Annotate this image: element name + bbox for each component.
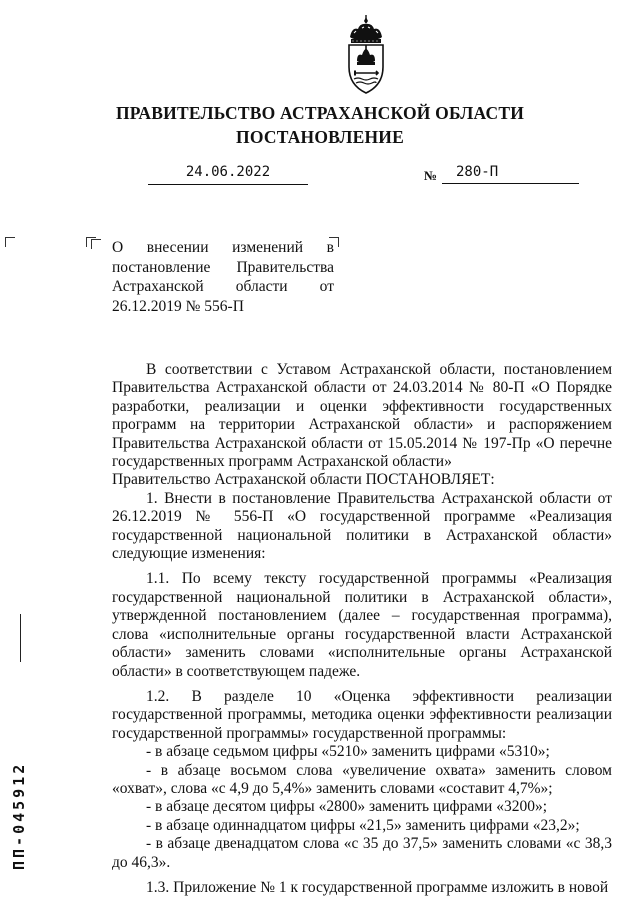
item-1-2-paragraph: 1.2. В разделе 10 «Оценка эффективности реализации государственной программы, методика оценки эффективности реализации государственной программы» государственной программы: [112,687,612,742]
item-1-3-paragraph: 1.3. Приложение № 1 к государственной программе изложить в новой [146,878,609,896]
bullet-item: - в абзаце десятом цифры «2800» заменить цифрами «3200»; [146,798,548,816]
bullet-item: - в абзаце седьмом цифры «5210» заменить цифрами «5310»; [146,743,550,761]
margin-line [20,614,21,662]
document-subject: О внесении изменений в постановление Правительства Астраханской области от 26.12.2019 № 556-П [112,239,334,315]
bullet-item: - в абзаце двенадцатом слова «с 35 до 37,5» заменить словами «с 38,3 до 46,3». [112,835,612,871]
astrakhan-coat-of-arms-icon [342,15,390,95]
bullet-item: - в абзаце восьмом слова «увеличение охвата» заменить словом «охват», слова «с 4,9 до 5,4%» заменить словами «составит 4,7%»; [112,761,612,797]
bullet-item: - в абзаце одиннадцатом цифры «21,5» заменить цифрами «23,2»; [146,816,580,834]
corner-mark-subject-left-inner [91,239,101,249]
document-date: 24.06.2022 [148,164,308,185]
number-sign: № [424,168,438,183]
decree-paragraph: Правительство Астраханской области ПОСТАНОВЛЯЕТ: [112,471,495,489]
document-number: 280-П [442,164,579,184]
document-body [112,361,612,897]
preamble-paragraph: В соответствии с Уставом Астраханской области, постановлением Правительства Астраханской области от 24.03.2014 № 80-П «О Порядке разработки, реализации и оценки эффективности государственных программ на территории Астраханской области» и распоряжением Правительства Астраханской области от 15.05.2014 № 197-Пр «О перечне государственных программ Астраханской области» [112,361,612,471]
government-title: ПРАВИТЕЛЬСТВО АСТРАХАНСКОЙ ОБЛАСТИ [115,103,525,123]
item-1-1-paragraph: 1.1. По всему тексту государственной программы «Реализация государственной национальной политики в Астраханской области», утвержденной постановлением (далее – государственная программа), слова «исполнительные органы государственной власти Астраханской области» заменить словами «исполнительные органы Астраханской области» в соответствующем падеже. [112,570,612,680]
margin-serial-number: ПП-045912 [10,761,28,870]
corner-mark-left [5,237,15,247]
item-1-paragraph: 1. Внести в постановление Правительства Астраханской области от 26.12.2019 № 556-П «О государственной программе «Реализация государственной национальной политики в Астраханской области» следующие изменения: [112,489,612,563]
document-kind-title: ПОСТАНОВЛЕНИЕ [236,127,404,147]
